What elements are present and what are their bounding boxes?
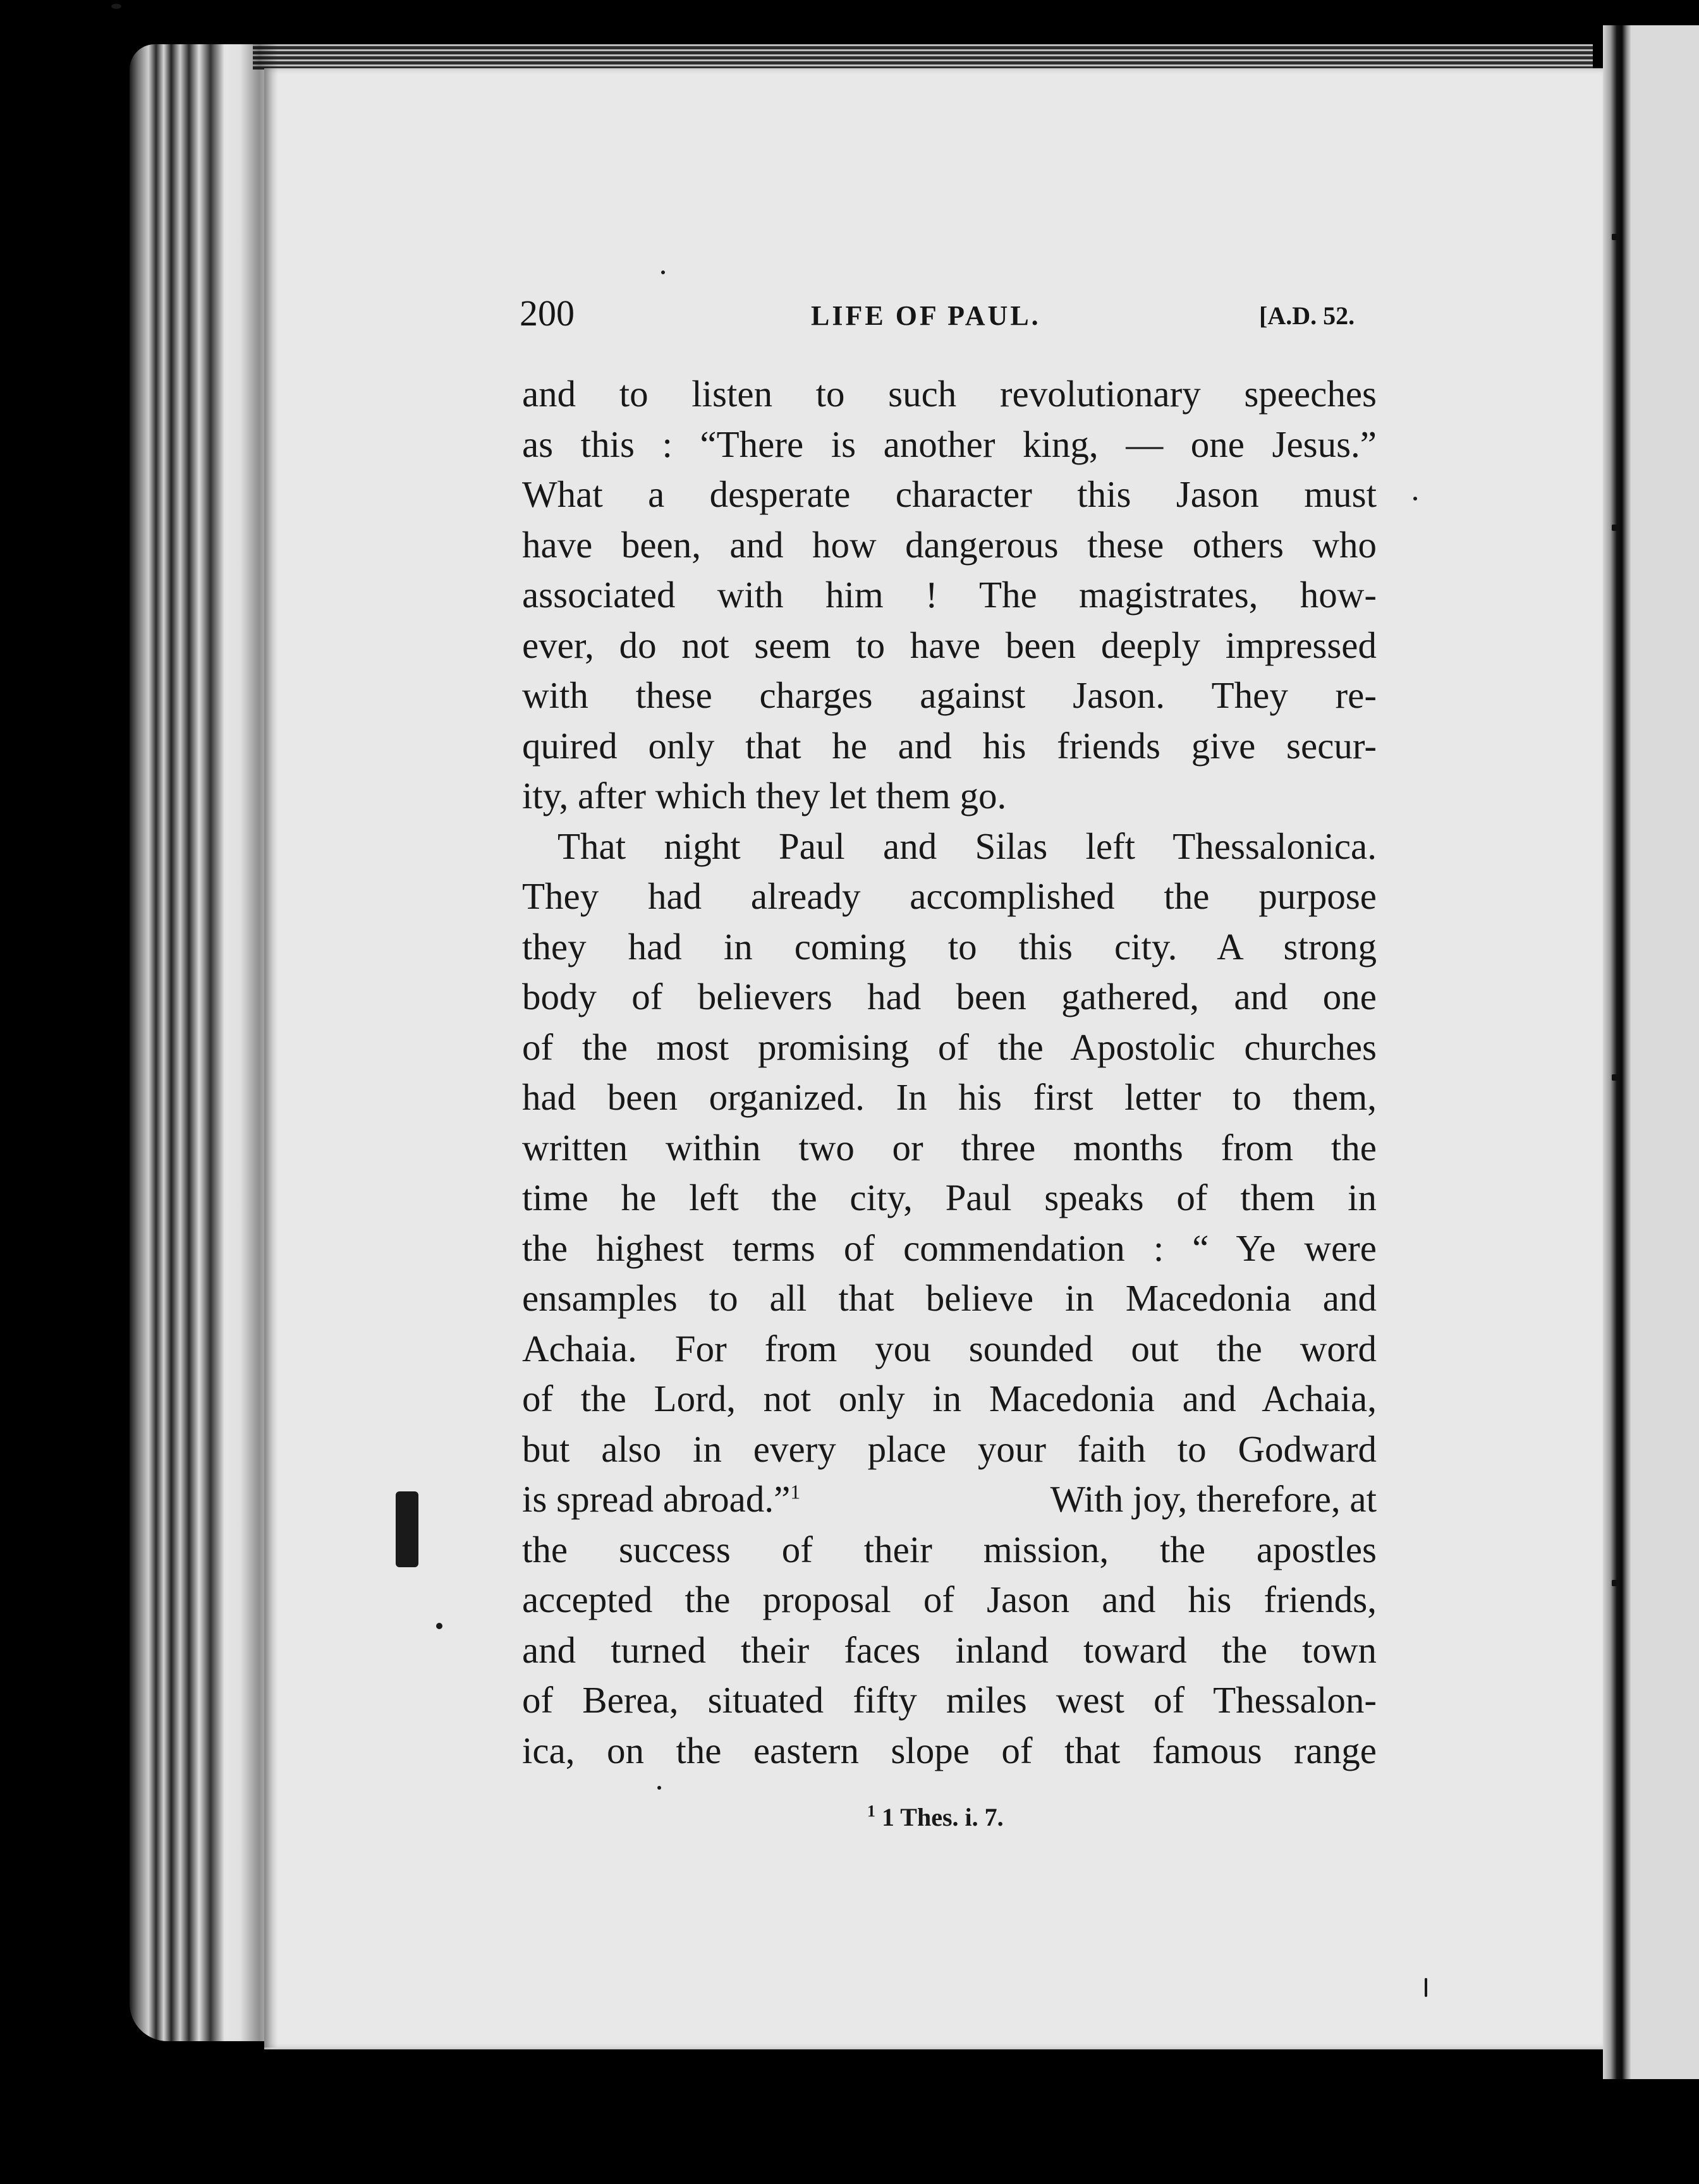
text-line: ensamples to all that believe in Macedonia and bbox=[522, 1277, 1377, 1319]
running-head: LIFE OF PAUL. bbox=[811, 300, 1041, 331]
text-segment: With joy, therefore, at bbox=[1050, 1478, 1377, 1520]
scan-speck bbox=[436, 1623, 442, 1629]
text-line-with-footnote bbox=[522, 1474, 1377, 1525]
text-line: with these charges against Jason. They re- bbox=[522, 674, 1377, 716]
text-line: ica, on the eastern slope of that famous range bbox=[522, 1729, 1377, 1771]
text-line: the success of their mission, the apostles bbox=[522, 1528, 1377, 1570]
text-line: they had in coming to this city. A strong bbox=[522, 925, 1377, 968]
binding-stitch bbox=[1612, 1074, 1618, 1081]
text-line: but also in every place your faith to Godward bbox=[522, 1428, 1377, 1470]
text-line: and turned their faces inland toward the town bbox=[522, 1629, 1377, 1671]
text-line: ity, after which they let them go. bbox=[522, 775, 1007, 816]
text-line: written within two or three months from the bbox=[522, 1126, 1377, 1168]
binding-stitch bbox=[1612, 234, 1618, 240]
text-line: as this : “There is another king, — one Jesus.” bbox=[522, 423, 1377, 465]
footnote bbox=[867, 1802, 1004, 1832]
scan-speck bbox=[1413, 497, 1417, 500]
footnote-text: 1 Thes. i. 7. bbox=[882, 1803, 1004, 1831]
text-line: have been, and how dangerous these others who bbox=[522, 523, 1377, 566]
ink-mark bbox=[396, 1491, 418, 1567]
text-line: Achaia. For from you sounded out the word bbox=[522, 1327, 1377, 1369]
scan-speck bbox=[111, 4, 121, 9]
footnote-marker: 1 bbox=[790, 1480, 801, 1503]
text-line: of the Lord, not only in Macedonia and Achaia, bbox=[522, 1378, 1377, 1419]
text-line: quired only that he and his friends give secur- bbox=[522, 724, 1377, 767]
scan-speck bbox=[657, 1786, 661, 1790]
scan-speck bbox=[1425, 1978, 1427, 1997]
text-line: and to listen to such revolutionary speeches bbox=[522, 373, 1377, 415]
date-tag: [A.D. 52. bbox=[1259, 301, 1355, 330]
text-line: body of believers had been gathered, and one bbox=[522, 976, 1377, 1017]
text-line: accepted the proposal of Jason and his friends, bbox=[522, 1579, 1377, 1620]
text-line: the highest terms of commendation : “ Ye were bbox=[522, 1227, 1377, 1269]
text-line: ever, do not seem to have been deeply impressed bbox=[522, 624, 1377, 666]
page-top-edges bbox=[253, 44, 1593, 70]
text-segment: is spread abroad.”$^1$ bbox=[522, 1478, 801, 1520]
body-text bbox=[522, 369, 1377, 1776]
text-line: of Berea, situated fifty miles west of Thessalon- bbox=[522, 1679, 1377, 1721]
text-line: associated with him ! The magistrates, how- bbox=[522, 574, 1377, 616]
text-line: They had already accomplished the purpose bbox=[522, 875, 1377, 917]
text-line: time he left the city, Paul speaks of them in bbox=[522, 1177, 1377, 1218]
text-line: of the most promising of the Apostolic churches bbox=[522, 1026, 1377, 1068]
book-gutter bbox=[1603, 25, 1631, 2079]
text-line: What a desperate character this Jason must bbox=[522, 473, 1377, 515]
binding-stitch bbox=[1612, 1580, 1618, 1586]
text-line: That night Paul and Silas left Thessalonica. bbox=[557, 825, 1377, 867]
page-number: 200 bbox=[520, 293, 575, 334]
binding-stitch bbox=[1612, 525, 1618, 531]
text-line: had been organized. In his first letter to them, bbox=[522, 1076, 1377, 1118]
scan-speck bbox=[661, 270, 665, 274]
footnote-number: 1 bbox=[867, 1802, 875, 1821]
page-edge-shadow bbox=[240, 38, 278, 2048]
